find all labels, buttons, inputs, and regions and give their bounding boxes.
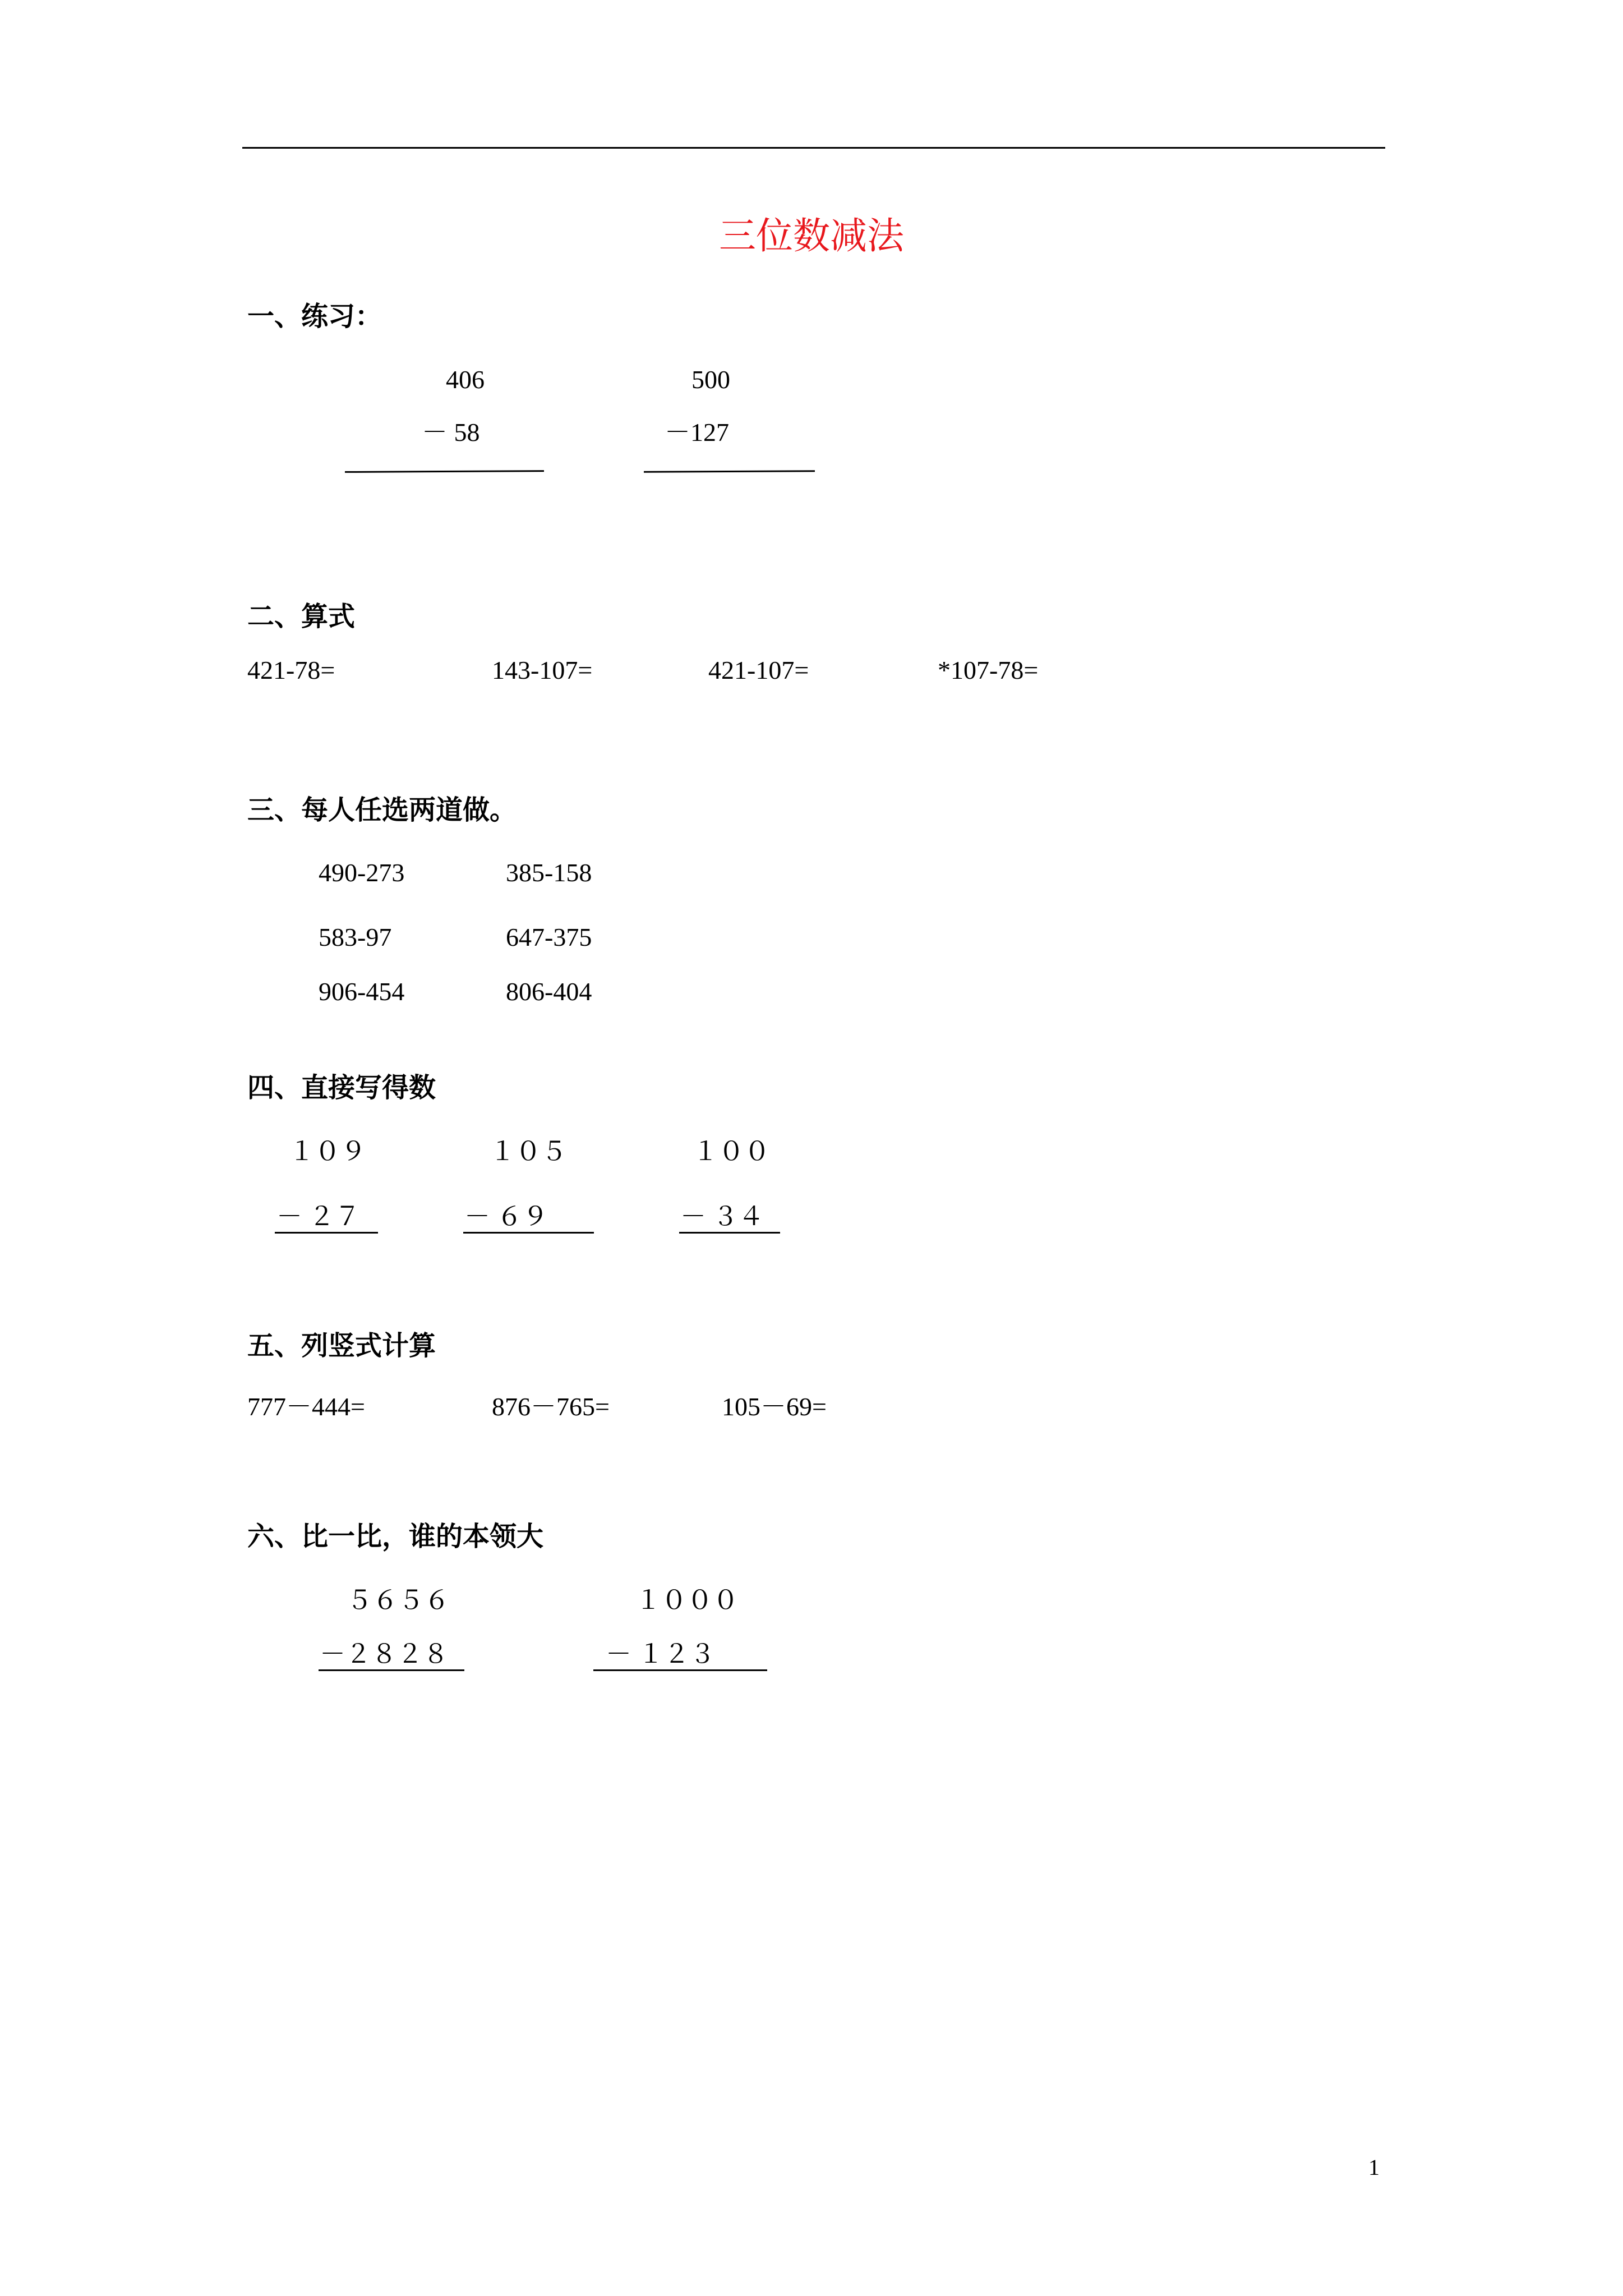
header-rule bbox=[242, 147, 1385, 149]
s6-problem-2-top: １０００ bbox=[635, 1586, 739, 1614]
s6-problem-1-bottom: －２８２８ bbox=[320, 1640, 449, 1668]
s5-item-2: 876－765= bbox=[492, 1392, 610, 1421]
s4-problem-2-top: １０５ bbox=[490, 1137, 567, 1166]
s1-problem-2-bottom: －127 bbox=[665, 418, 729, 447]
section-5-heading: 五、列竖式计算 bbox=[247, 1330, 436, 1361]
s4-problem-3-bottom: － ３４ bbox=[680, 1202, 764, 1231]
section-3-heading: 三、每人任选两道做。 bbox=[247, 794, 517, 826]
s2-item-2: 143-107= bbox=[492, 656, 593, 684]
s3-row-2-a: 583-97 bbox=[319, 923, 392, 951]
s4-problem-1-bottom: － ２７ bbox=[276, 1202, 361, 1231]
s2-item-4: *107-78= bbox=[938, 656, 1039, 684]
s3-row-1-a: 490-273 bbox=[319, 858, 405, 887]
s3-row-1-b: 385-158 bbox=[506, 858, 592, 887]
s4-problem-3-answer-line bbox=[679, 1232, 780, 1234]
s6-problem-1-top: ５６５６ bbox=[347, 1586, 450, 1614]
s6-problem-1-answer-line bbox=[319, 1669, 464, 1671]
s5-item-1: 777－444= bbox=[247, 1392, 365, 1421]
s6-problem-2-bottom: － １２３ bbox=[606, 1640, 716, 1668]
section-1-heading: 一、练习： bbox=[247, 301, 382, 332]
s1-problem-2-top: 500 bbox=[691, 365, 730, 394]
s5-item-3: 105－69= bbox=[722, 1392, 827, 1421]
s3-row-2-b: 647-375 bbox=[506, 923, 592, 951]
section-6-heading: 六、比一比，谁的本领大 bbox=[247, 1521, 544, 1552]
s4-problem-1-answer-line bbox=[275, 1232, 378, 1234]
s1-problem-1-bottom: － 58 bbox=[422, 418, 480, 447]
s4-problem-2-answer-line bbox=[463, 1232, 594, 1234]
s4-problem-2-bottom: － ６９ bbox=[464, 1202, 548, 1231]
s6-problem-2-answer-line bbox=[593, 1669, 767, 1671]
page-title: 三位数减法 bbox=[719, 214, 904, 257]
s1-problem-1-answer-line bbox=[345, 470, 544, 473]
s1-problem-1-top: 406 bbox=[446, 365, 485, 394]
s2-item-3: 421-107= bbox=[708, 656, 809, 684]
s2-item-1: 421-78= bbox=[247, 656, 335, 684]
s1-problem-2-answer-line bbox=[644, 470, 815, 473]
s4-problem-1-top: １０９ bbox=[289, 1137, 366, 1166]
section-4-heading: 四、直接写得数 bbox=[247, 1072, 436, 1103]
s3-row-3-a: 906-454 bbox=[319, 977, 405, 1006]
s4-problem-3-top: １００ bbox=[693, 1137, 770, 1166]
page-number: 1 bbox=[1368, 2155, 1380, 2180]
section-2-heading: 二、算式 bbox=[247, 601, 356, 632]
s3-row-3-b: 806-404 bbox=[506, 977, 592, 1006]
